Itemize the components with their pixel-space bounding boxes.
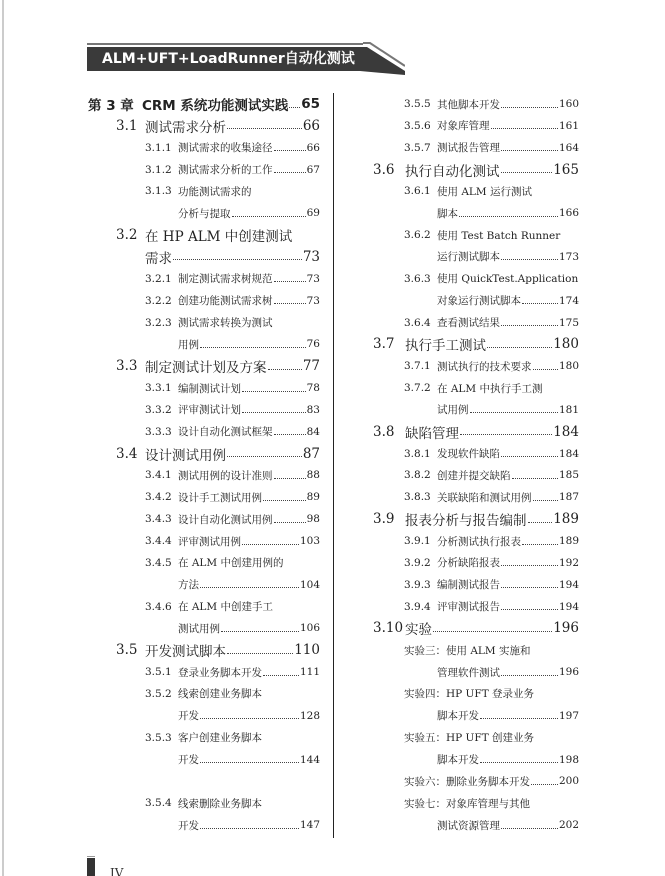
dot-leader [221,631,299,632]
toc-entry-line[interactable] [88,312,320,334]
toc-entry-line[interactable] [88,552,320,574]
entry-number: 3.8.3 [404,491,431,504]
entry-title: 登录业务脚本开发 [178,666,262,679]
dot-leader [200,587,299,588]
entry-page-number: 106 [299,622,320,635]
entry-title: 脚本开发 [437,710,479,723]
entry-page-number: 180 [558,360,579,373]
entry-title: 功能测试需求的 [178,185,252,198]
toc-entry-line[interactable] [370,683,579,705]
toc-entry-line[interactable] [88,530,320,552]
toc-entry-line[interactable] [88,246,320,268]
dot-leader [501,587,558,588]
entry-title: 设计自动化测试用例 [178,513,273,526]
entry-page-number: 200 [558,775,579,788]
entry-page-number: 128 [299,709,320,722]
entry-number: 3.3.1 [145,382,172,395]
entry-number: 3.5.1 [145,666,172,679]
entry-title: 编制测试报告 [437,579,500,592]
entry-title: 线索创建业务脚本 [178,688,262,701]
entry-number: 3.1.2 [145,163,172,176]
dot-leader [487,347,552,348]
entry-number: 3.3.3 [145,425,172,438]
entry-number: 3.4.1 [145,469,172,482]
entry-page-number: 83 [306,403,320,416]
dot-leader [242,412,306,413]
entry-number: 3.8.2 [404,469,431,482]
toc-entry-line[interactable] [88,290,320,312]
toc-entry-line[interactable] [88,333,320,355]
toc-entry-line[interactable] [370,661,579,683]
dot-leader [433,631,552,632]
entry-title: 在 ALM 中创建用例的 [178,557,284,570]
toc-entry-line[interactable] [370,530,579,552]
entry-title: 对象库管理 [437,120,490,133]
entry-title: CRM 系统功能测试实践 [142,98,289,114]
entry-number: 3.10 [373,620,404,637]
footer-dash [87,856,95,857]
entry-title: 实验五：HP UFT 创建业务 [404,732,535,745]
entry-number: 3.1.3 [145,185,172,198]
entry-number: 3.5.5 [404,98,431,110]
entry-title: 管理软件测试 [437,666,500,679]
header-rule [87,43,363,45]
entry-page-number: 73 [302,248,320,265]
toc-entry-line[interactable] [88,115,320,137]
entry-number: 3.5.6 [404,119,431,132]
dot-leader [501,172,553,173]
toc-entry-line[interactable] [370,399,579,421]
dot-leader [533,369,558,370]
entry-title: 制定测试需求树规范 [178,273,273,286]
entry-page-number: 184 [558,447,579,460]
toc-entry-line[interactable] [88,814,320,836]
entry-title: 使用 QuickTest.Application [437,273,579,286]
toc-entry-line[interactable] [88,180,320,202]
dot-leader [533,500,558,501]
toc-entry-line[interactable] [370,202,579,224]
entry-page-number: 194 [558,578,579,591]
dot-leader [460,434,552,435]
entry-title: 分析与提取 [178,207,231,220]
entry-page-number: 180 [553,336,579,353]
entry-title: 执行手工测试 [405,338,486,355]
entry-page-number: 111 [299,666,320,679]
toc-entry-line[interactable] [88,137,320,159]
entry-title: 测试用例 [178,622,220,635]
entry-number: 3.5.4 [145,797,172,810]
toc-entry-line[interactable] [370,574,579,596]
entry-page-number: 189 [553,511,579,528]
toc-entry-line[interactable] [88,159,320,181]
entry-title: 设计自动化测试框架 [178,426,273,439]
page-edge [2,0,4,876]
entry-title: 设计测试用例 [145,447,226,464]
dot-leader [522,544,558,545]
dot-leader [263,500,306,501]
dot-leader [242,544,299,545]
entry-page-number: 84 [306,425,320,438]
entry-title: 实验六：删除业务脚本开发 [404,775,530,788]
toc-entry-line[interactable] [370,727,579,749]
entry-title: 测试需求转换为测试 [178,317,273,329]
toc-entry-line[interactable] [370,596,579,618]
entry-page-number: 98 [306,513,320,526]
dot-leader [274,172,306,173]
entry-page-number: 164 [558,141,579,154]
dot-leader [512,478,558,479]
dot-leader [470,412,558,413]
dot-leader [480,762,558,763]
toc-entry-line[interactable] [370,486,579,508]
dot-leader [501,107,558,108]
entry-number: 3.8 [373,423,395,440]
dot-leader [232,216,306,217]
dot-leader [274,303,306,304]
entry-number: 3.9.4 [404,600,431,613]
dot-leader [501,456,558,457]
entry-number: 3.6.4 [404,316,431,329]
dot-leader [491,128,558,129]
toc-entry-line[interactable] [88,464,320,486]
entry-page-number: 110 [294,642,320,659]
entry-title: 测试用例的设计准则 [178,469,273,482]
toc-entry-line[interactable] [370,770,579,792]
toc-entry-line[interactable] [370,93,579,115]
entry-page-number: 69 [306,207,320,220]
toc-entry-line[interactable] [370,246,579,268]
toc-entry-line[interactable] [370,814,579,836]
entry-title: 评审测试用例 [178,535,241,548]
entry-number: 3.4.3 [145,513,172,526]
dot-leader [274,478,306,479]
toc-entry-line[interactable] [88,596,320,618]
toc-entry-line[interactable] [370,617,579,639]
book-title-banner [87,47,367,91]
entry-title: 测试资源管理 [437,819,500,832]
entry-page-number: 144 [299,753,320,766]
toc-entry-line[interactable] [88,355,320,377]
toc-entry-line[interactable] [370,180,579,202]
entry-title: 需求 [145,250,172,267]
entry-number: 3.5.7 [404,141,431,154]
entry-number: 3.4.2 [145,491,172,504]
entry-number: 3.9.1 [404,535,431,547]
dot-leader [268,369,302,370]
toc-entry-line[interactable] [88,486,320,508]
toc-entry-line[interactable] [370,443,579,465]
entry-title: 评审测试计划 [178,404,241,417]
dot-leader [501,565,558,566]
toc-entry-line[interactable] [88,93,320,115]
dot-leader [263,675,299,676]
entry-title: 测试需求分析 [145,119,226,136]
dot-leader [501,150,558,151]
entry-title: 线索删除业务脚本 [178,797,262,810]
entry-number: 3.6.1 [404,185,431,198]
entry-page-number: 76 [306,338,320,351]
entry-number: 3.9.3 [404,578,431,591]
toc-entry-line[interactable] [88,443,320,465]
entry-number: 3.5.3 [145,731,172,744]
toc-entry-line[interactable] [370,377,579,399]
entry-page-number: 104 [299,578,320,591]
entry-title: 查看测试结果 [437,317,500,329]
entry-page-number: 89 [306,491,320,504]
dot-leader [501,259,558,260]
entry-page-number: 87 [302,445,320,462]
dot-leader [501,609,558,610]
entry-title: 发现软件缺陷 [437,448,500,461]
entry-title: 测试执行的技术要求 [437,360,532,373]
toc-entry-line[interactable] [370,268,579,290]
toc-entry-line[interactable] [370,464,579,486]
toc-entry-line[interactable] [370,159,579,181]
toc-entry-line[interactable] [370,115,579,137]
dot-leader [200,347,306,348]
toc-entry-line[interactable] [370,421,579,443]
entry-number: 3.7.1 [404,360,431,373]
toc-entry-line[interactable] [88,727,320,749]
entry-title: 分析缺陷报表 [437,557,500,570]
toc-entry-line[interactable] [88,202,320,224]
dot-leader [227,456,302,457]
dot-leader [200,718,299,719]
entry-number: 3.7 [373,336,395,353]
entry-number: 3.7.2 [404,382,431,395]
entry-number: 3.4 [116,445,138,462]
entry-page-number: 198 [558,753,579,766]
entry-number: 3.2.2 [145,294,172,307]
dot-leader [242,391,306,392]
entry-number: 第 3 章 [88,98,134,114]
entry-number: 3.2.3 [145,316,172,329]
entry-title: 使用 Test Batch Runner [437,229,561,242]
toc-entry-line[interactable] [370,333,579,355]
entry-title: 实验 [405,622,432,639]
entry-title: 在 HP ALM 中创建测试 [145,229,293,246]
toc-entry-line[interactable] [88,399,320,421]
dot-leader [501,828,558,829]
entry-title: 客户创建业务脚本 [178,732,262,745]
toc-entry-line[interactable] [88,268,320,290]
entry-page-number: 65 [301,96,320,112]
entry-title: 测试需求分析的工作 [178,164,273,177]
entry-number: 3.5.2 [145,687,172,700]
toc-entry-line[interactable] [88,224,320,246]
toc-entry-line[interactable] [370,552,579,574]
entry-title: 测试需求的收集途径 [178,142,273,155]
toc-entry-line[interactable] [88,639,320,661]
entry-title: 编制测试计划 [178,382,241,395]
entry-title: 在 ALM 中执行手工测 [437,382,543,395]
entry-number: 3.6.2 [404,229,431,242]
entry-page-number: 174 [558,294,579,307]
dot-leader [274,522,306,523]
toc-entry-line[interactable] [88,617,320,639]
entry-number: 3.6.3 [404,272,431,285]
entry-page-number: 184 [553,423,579,440]
entry-title: 测试报告管理 [437,142,500,155]
toc-entry-line[interactable] [370,792,579,814]
footer-marker [87,858,95,876]
entry-title: 开发 [178,710,199,723]
entry-title: 用例 [178,338,199,351]
entry-title: 脚本开发 [437,754,479,766]
entry-title: 开发 [178,754,199,766]
toc-entry-line[interactable] [88,749,320,771]
entry-number: 3.4.5 [145,556,172,569]
entry-page-number: 185 [558,469,579,482]
dot-leader [173,259,302,260]
dot-leader [274,281,306,282]
entry-title: 试用例 [437,404,469,417]
dot-leader [274,434,306,435]
column-divider [333,93,334,838]
toc-entry-line[interactable] [370,290,579,312]
entry-title: 创建并提交缺陷 [437,469,511,482]
dot-leader [274,150,306,151]
toc-entry-line[interactable] [88,705,320,727]
entry-page-number: 78 [306,382,320,395]
entry-title: 关联缺陷和测试用例 [437,491,532,504]
dot-leader [227,128,302,129]
dot-leader [528,522,553,523]
dot-leader [501,675,558,676]
toc-entry-line[interactable] [370,355,579,377]
entry-number: 3.9.2 [404,556,431,569]
entry-title: 缺陷管理 [405,425,459,442]
entry-page-number: 73 [306,272,320,285]
entry-page-number: 181 [558,403,579,416]
entry-title: 评审测试报告 [437,601,500,614]
entry-page-number: 192 [558,556,579,569]
entry-page-number: 160 [558,98,579,110]
entry-title: 实验七：对象库管理与其他 [404,797,530,810]
entry-title: 报表分析与报告编制 [405,513,527,530]
dot-leader [531,784,558,785]
entry-number: 3.2 [116,227,138,244]
dot-leader [200,828,299,829]
toc-entry-line[interactable] [88,377,320,399]
entry-title: 执行自动化测试 [405,163,500,180]
entry-page-number: 161 [558,119,579,132]
entry-number: 3.8.1 [404,447,431,460]
toc-entry-line[interactable] [88,683,320,705]
entry-page-number: 67 [306,163,320,176]
entry-page-number: 166 [558,207,579,220]
toc-entry-line[interactable] [370,639,579,661]
entry-number: 3.4.4 [145,535,172,547]
dot-leader [289,107,300,108]
entry-page-number: 189 [558,535,579,547]
toc-entry-line[interactable] [88,508,320,530]
entry-title: 在 ALM 中创建手工 [178,601,273,614]
entry-title: 方法 [178,579,199,592]
entry-number: 3.5 [116,642,138,659]
entry-page-number: 66 [306,141,320,154]
entry-page-number: 202 [558,819,579,832]
book-title: ALM+UFT+LoadRunner自动化测试实战 [102,51,355,91]
dot-leader [227,653,293,654]
entry-page-number: 196 [553,620,579,637]
entry-page-number: 77 [302,358,320,375]
entry-number: 3.3 [116,358,138,375]
entry-page-number: 147 [299,819,320,832]
dot-leader [501,325,558,326]
entry-title: 开发 [178,819,199,832]
entry-page-number: 175 [558,316,579,329]
toc-entry-line[interactable] [370,705,579,727]
entry-page-number: 73 [306,294,320,307]
entry-title: 脚本 [437,207,458,220]
entry-page-number: 196 [558,666,579,679]
entry-title: 运行测试脚本 [437,251,500,264]
entry-title: 实验三：使用 ALM 实施和 [404,644,531,657]
toc-entry-line[interactable] [370,224,579,246]
entry-number: 3.2.1 [145,272,172,285]
header-slant-decoration [360,40,405,75]
toc-entry-line[interactable] [88,421,320,443]
entry-title: 使用 ALM 运行测试 [437,185,532,198]
dot-leader [522,303,558,304]
entry-title: 创建功能测试需求树 [178,295,273,308]
entry-title: 实验四：HP UFT 登录业务 [404,688,535,701]
entry-number: 3.9 [373,511,395,528]
entry-number: 3.3.2 [145,403,172,416]
page-number: IV [110,866,124,876]
entry-title: 设计手工测试用例 [178,491,262,504]
entry-title: 分析测试执行报表 [437,535,521,548]
entry-page-number: 173 [558,250,579,263]
entry-title: 对象运行测试脚本 [437,295,521,308]
entry-page-number: 197 [558,709,579,722]
dot-leader [459,216,558,217]
entry-title: 开发测试脚本 [145,644,226,661]
toc-entry-line[interactable] [88,661,320,683]
entry-page-number: 103 [299,535,320,547]
entry-number: 3.4.6 [145,600,172,613]
entry-page-number: 66 [302,117,320,134]
dot-leader [200,762,299,763]
entry-title: 其他脚本开发 [437,98,500,111]
entry-page-number: 165 [553,161,579,178]
entry-page-number: 187 [558,491,579,504]
toc-entry-line[interactable] [88,792,320,814]
entry-page-number: 88 [306,469,320,482]
entry-number: 3.1 [116,117,138,134]
entry-number: 3.1.1 [145,141,172,154]
entry-page-number: 194 [558,600,579,613]
entry-title: 制定测试计划及方案 [145,360,267,377]
toc-entry-line[interactable] [88,574,320,596]
toc-entry-line[interactable] [370,508,579,530]
toc-entry-line[interactable] [370,312,579,334]
dot-leader [480,718,558,719]
toc-entry-line[interactable] [370,137,579,159]
entry-number: 3.6 [373,161,395,178]
toc-entry-line[interactable] [370,749,579,771]
